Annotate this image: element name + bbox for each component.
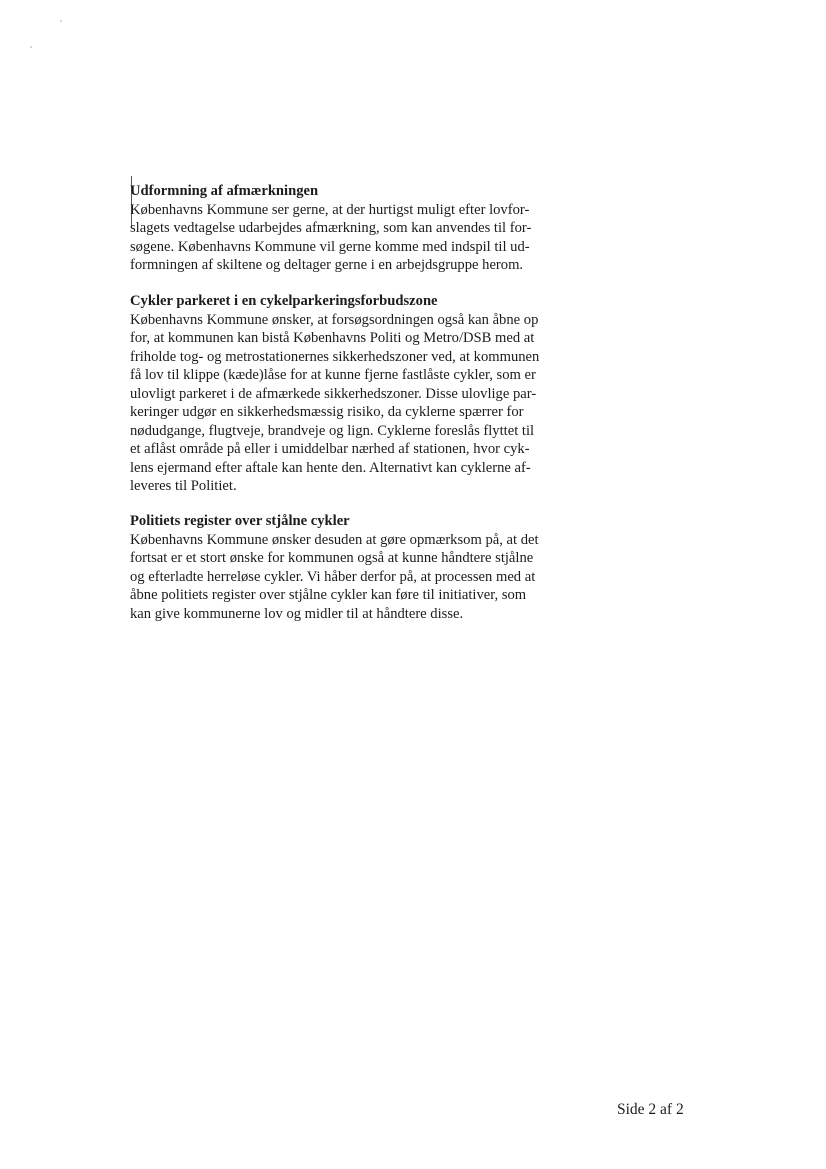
paragraph-line: for, at kommunen kan bistå Københavns Politi og Metro/DSB med at	[130, 330, 535, 346]
paragraph-line: og efterladte herreløse cykler. Vi håber derfor på, at processen med at	[130, 568, 536, 585]
section-heading: Politiets register over stjålne cykler	[130, 513, 350, 529]
paragraph-line: Københavns Kommune ser gerne, at der hurtigst muligt efter lovfor-	[130, 201, 530, 218]
paragraph-line: slagets vedtagelse udarbejdes afmærkning, som kan anvendes til for-	[130, 220, 532, 236]
section-heading: Cykler parkeret i en cykelparkeringsforbudszone	[130, 293, 438, 309]
paragraph-line: Københavns Kommune ønsker, at forsøgsordningen også kan åbne op	[130, 311, 539, 328]
paragraph-line: et aflåst område på eller i umiddelbar nærhed af stationen, hvor cyk-	[130, 441, 530, 457]
section-heading: Udformning af afmærkningen	[130, 183, 319, 199]
paragraph-line: formningen af skiltene og deltager gerne i en arbejdsgruppe herom.	[130, 257, 524, 273]
paragraph-line: nødudgange, flugtveje, brandveje og lign. Cyklerne foreslås flyttet til	[130, 422, 535, 439]
paragraph-line: lens ejermand efter aftale kan hente den. Alternativt kan cyklerne af-	[130, 459, 531, 476]
paragraph-line: søgene. Københavns Kommune vil gerne komme med indspil til ud-	[130, 238, 530, 255]
section-udformning	[130, 182, 590, 275]
paragraph-line: kan give kommunerne lov og midler til at håndtere disse.	[130, 605, 464, 622]
paragraph-line: fortsat er et stort ønske for kommunen også at kunne håndtere stjålne	[130, 550, 534, 566]
paragraph-line: få lov til klippe (kæde)låse for at kunne fjerne fastlåste cykler, som er	[130, 367, 536, 383]
page-number: Side 2 af 2	[617, 1101, 684, 1118]
section-cykler-parkeret	[130, 292, 590, 496]
paragraph-line: friholde tog- og metrostationernes sikkerhedszoner ved, at kommunen	[130, 348, 540, 365]
paragraph-line: ulovligt parkeret i de afmærkede sikkerhedszoner. Disse ulovlige par-	[130, 385, 537, 402]
paragraph-line: Københavns Kommune ønsker desuden at gøre opmærksom på, at det	[130, 531, 539, 548]
paragraph-line: åbne politiets register over stjålne cykler kan føre til initiativer, som	[130, 587, 527, 603]
scan-speck	[60, 20, 62, 22]
section-politiets-register	[130, 512, 590, 623]
paragraph-line: leveres til Politiet.	[130, 478, 237, 494]
paragraph-line: keringer udgør en sikkerhedsmæssig risiko, da cyklerne spærrer for	[130, 404, 524, 420]
scan-speck	[30, 46, 32, 48]
